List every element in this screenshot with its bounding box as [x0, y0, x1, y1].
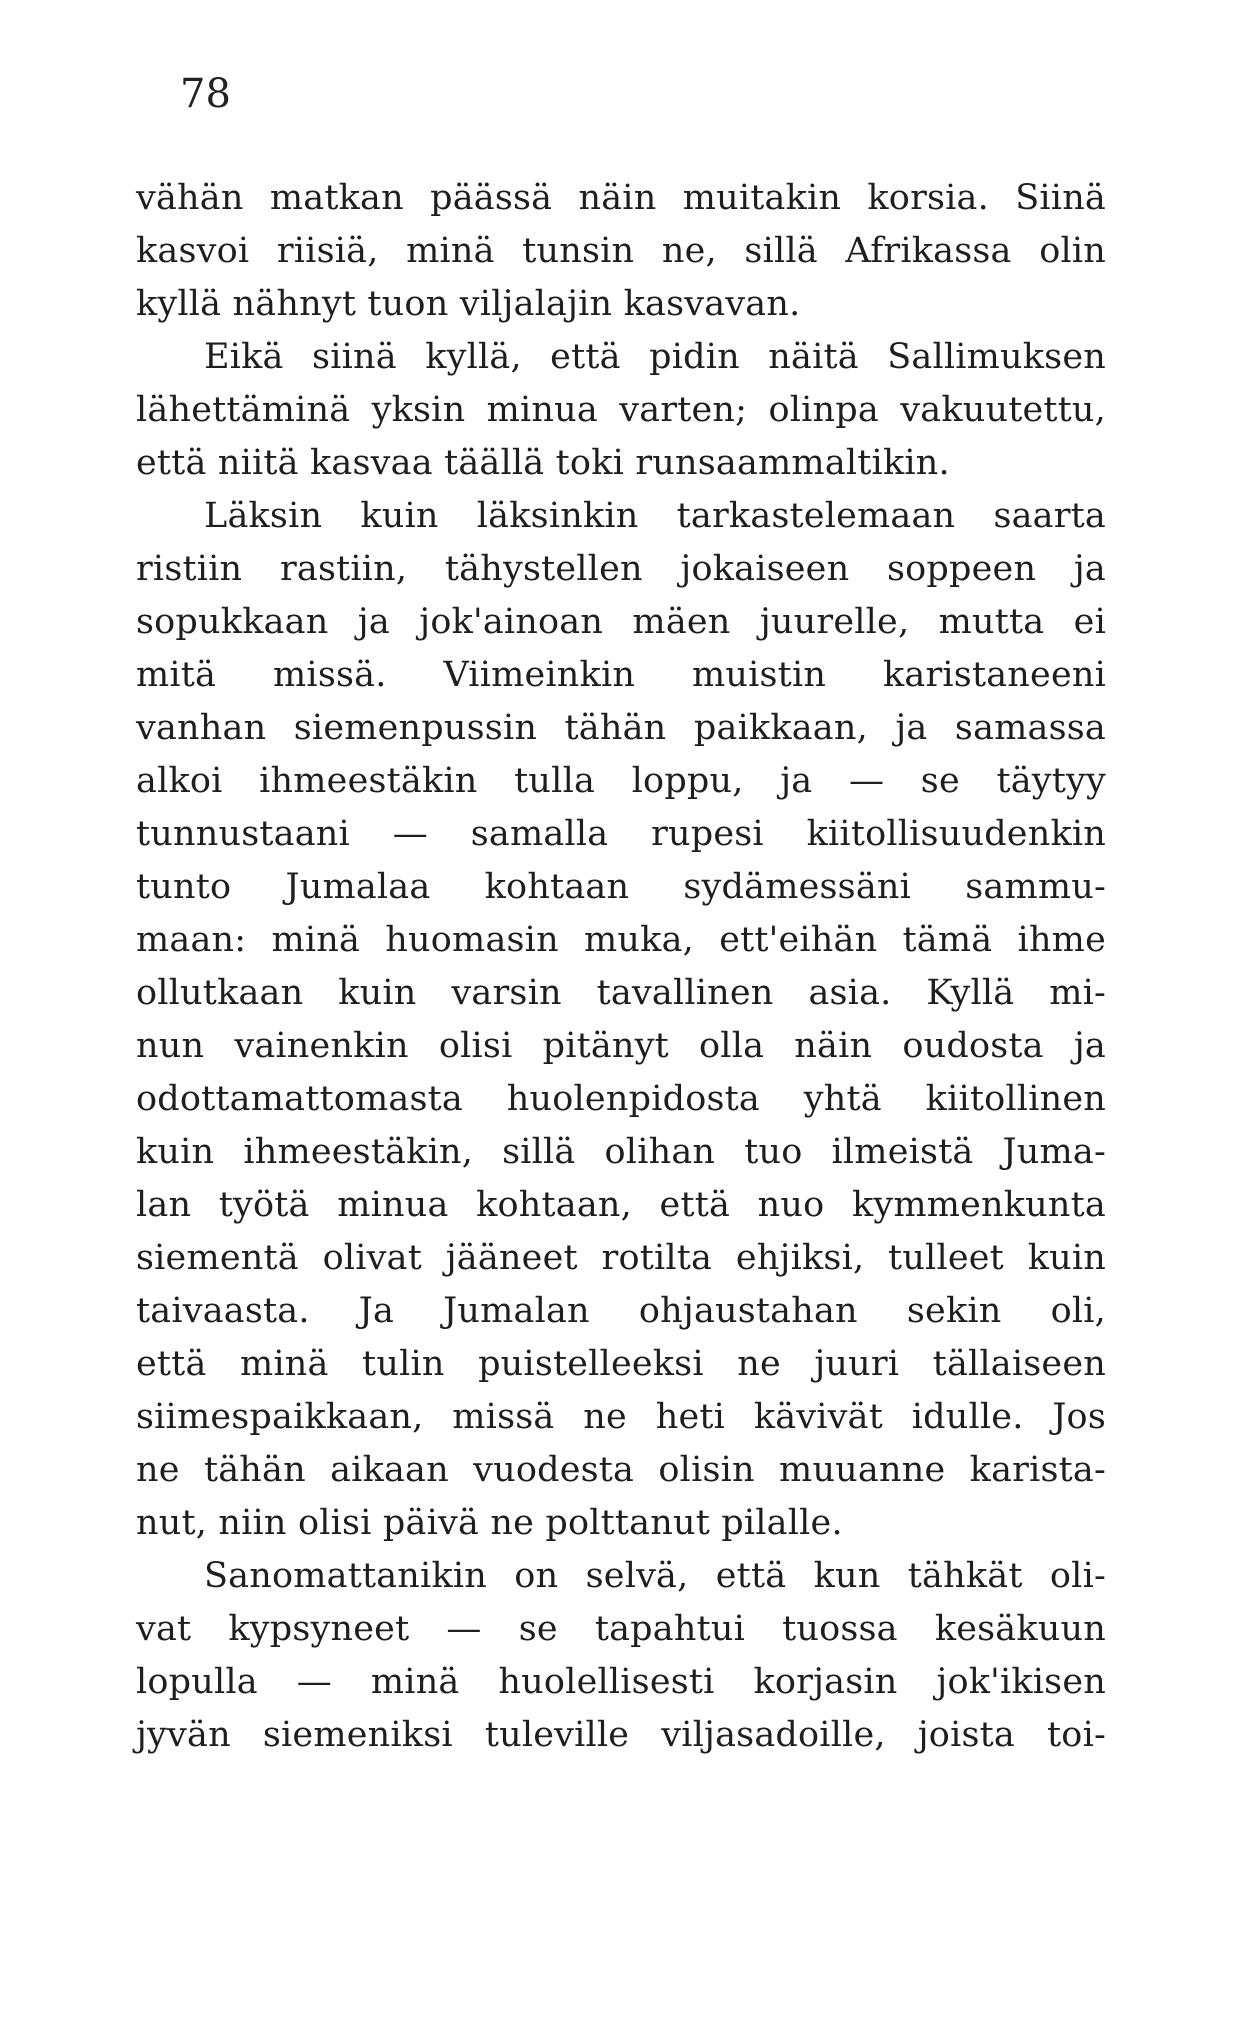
text-line: nut, niin olisi päivä ne polttanut pilalle.	[136, 1503, 843, 1543]
page-number: 78	[180, 71, 231, 117]
text-line: lähettäminä yksin minua varten; olinpa vakuutettu,	[136, 390, 1106, 430]
text-line: nun vainenkin olisi pitänyt olla näin oudosta ja	[136, 1026, 1106, 1066]
text-line: alkoi ihmeestäkin tulla loppu, ja — se täytyy	[136, 761, 1106, 801]
text-line: lopulla — minä huolellisesti korjasin jok'ikisen	[136, 1662, 1106, 1702]
text-line: ollutkaan kuin varsin tavallinen asia. Kyllä mi-	[136, 973, 1106, 1013]
body-text	[136, 172, 1106, 1762]
text-line: tunnustaani — samalla rupesi kiitollisuudenkin	[136, 814, 1106, 854]
text-line: maan: minä huomasin muka, ett'eihän tämä ihme	[136, 920, 1106, 960]
text-line: mitä missä. Viimeinkin muistin karistaneeni	[136, 655, 1106, 695]
text-line: jyvän siemeniksi tuleville viljasadoille, joista toi-	[136, 1715, 1106, 1755]
text-line: siimespaikkaan, missä ne heti kävivät idulle. Jos	[136, 1397, 1106, 1437]
text-line: vat kypsyneet — se tapahtui tuossa kesäkuun	[136, 1609, 1106, 1649]
text-line: sopukkaan ja jok'ainoan mäen juurelle, mutta ei	[136, 602, 1106, 642]
text-line: ne tähän aikaan vuodesta olisin muuanne karista-	[136, 1450, 1106, 1490]
text-line: kasvoi riisiä, minä tunsin ne, sillä Afrikassa olin	[136, 231, 1106, 271]
text-line: Eikä siinä kyllä, että pidin näitä Sallimuksen	[204, 337, 1106, 377]
text-line: odottamattomasta huolenpidosta yhtä kiitollinen	[136, 1079, 1106, 1119]
text-line: taivaasta. Ja Jumalan ohjaustahan sekin oli,	[136, 1291, 1106, 1331]
text-line: kyllä nähnyt tuon viljalajin kasvavan.	[136, 284, 801, 324]
text-line: että niitä kasvaa täällä toki runsaammaltikin.	[136, 443, 950, 483]
text-line: vähän matkan päässä näin muitakin korsia. Siinä	[136, 178, 1106, 218]
text-line: lan työtä minua kohtaan, että nuo kymmenkunta	[136, 1185, 1106, 1225]
text-line: että minä tulin puistelleeksi ne juuri tällaiseen	[136, 1344, 1106, 1384]
text-line: siementä olivat jääneet rotilta ehjiksi, tulleet kuin	[136, 1238, 1106, 1278]
text-line: Sanomattanikin on selvä, että kun tähkät oli-	[204, 1556, 1106, 1596]
text-line: kuin ihmeestäkin, sillä olihan tuo ilmeistä Juma-	[136, 1132, 1106, 1172]
text-line: Läksin kuin läksinkin tarkastelemaan saarta	[204, 496, 1106, 536]
text-line: ristiin rastiin, tähystellen jokaiseen soppeen ja	[136, 549, 1106, 589]
text-line: vanhan siemenpussin tähän paikkaan, ja samassa	[136, 708, 1106, 748]
text-line: tunto Jumalaa kohtaan sydämessäni sammu-	[136, 867, 1106, 907]
